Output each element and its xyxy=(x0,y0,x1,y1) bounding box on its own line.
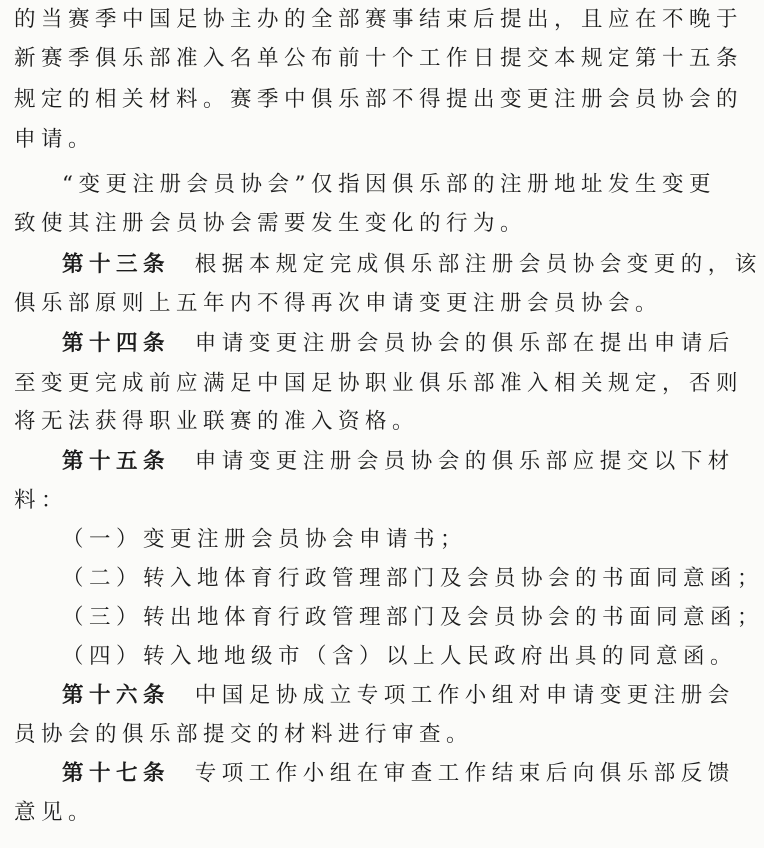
paragraph-text: 中国足协成立专项工作小组对申请变更注册会 xyxy=(194,683,735,708)
paragraph-text: 根据本规定完成俱乐部注册会员协会变更的，该 xyxy=(194,252,762,277)
paragraph-text: 申请变更注册会员协会的俱乐部在提出申请后 xyxy=(194,331,735,356)
paragraph-line: 至变更完成前应满足中国足协职业俱乐部准入相关规定，否则 xyxy=(14,371,744,396)
paragraph-line: 规定的相关材料。赛季中俱乐部不得提出变更注册会员协会的 xyxy=(14,87,744,112)
article-13-line xyxy=(62,253,762,277)
article-heading: 第十三条 xyxy=(62,252,171,277)
article-heading: 第十五条 xyxy=(62,449,171,474)
article-17-line xyxy=(62,762,735,786)
article-14-line xyxy=(62,332,735,356)
article-heading: 第十七条 xyxy=(62,761,171,786)
paragraph-line: 将无法获得职业联赛的准入资格。 xyxy=(14,409,420,434)
paragraph-line: 的当赛季中国足协主办的全部赛事结束后提出，且应在不晚于 xyxy=(14,7,744,32)
article-heading: 第十六条 xyxy=(62,683,171,708)
paragraph-line: 意见。 xyxy=(14,800,96,825)
list-item: （一）变更注册会员协会申请书； xyxy=(62,527,468,552)
paragraph-text: 申请变更注册会员协会的俱乐部应提交以下材 xyxy=(194,449,735,474)
paragraph-line: 料： xyxy=(14,488,69,513)
paragraph-line: “变更注册会员协会”仅指因俱乐部的注册地址发生变更 xyxy=(62,172,716,197)
paragraph-line: 新赛季俱乐部准入名单公布前十个工作日提交本规定第十五条 xyxy=(14,46,744,71)
list-item: （四）转入地地级市（含）以上人民政府出具的同意函。 xyxy=(62,644,738,669)
paragraph-line: 申请。 xyxy=(14,127,96,152)
paragraph-line: 俱乐部原则上五年内不得再次申请变更注册会员协会。 xyxy=(14,291,663,316)
list-item: （二）转入地体育行政管理部门及会员协会的书面同意函； xyxy=(62,566,764,591)
paragraph-text: 专项工作小组在审查工作结束后向俱乐部反馈 xyxy=(194,761,735,786)
list-item: （三）转出地体育行政管理部门及会员协会的书面同意函； xyxy=(62,605,764,630)
article-heading: 第十四条 xyxy=(62,331,171,356)
paragraph-line: 致使其注册会员协会需要发生变化的行为。 xyxy=(14,211,528,236)
article-15-line xyxy=(62,450,735,474)
article-16-line xyxy=(62,684,735,708)
paragraph-line: 员协会的俱乐部提交的材料进行审查。 xyxy=(14,722,474,747)
